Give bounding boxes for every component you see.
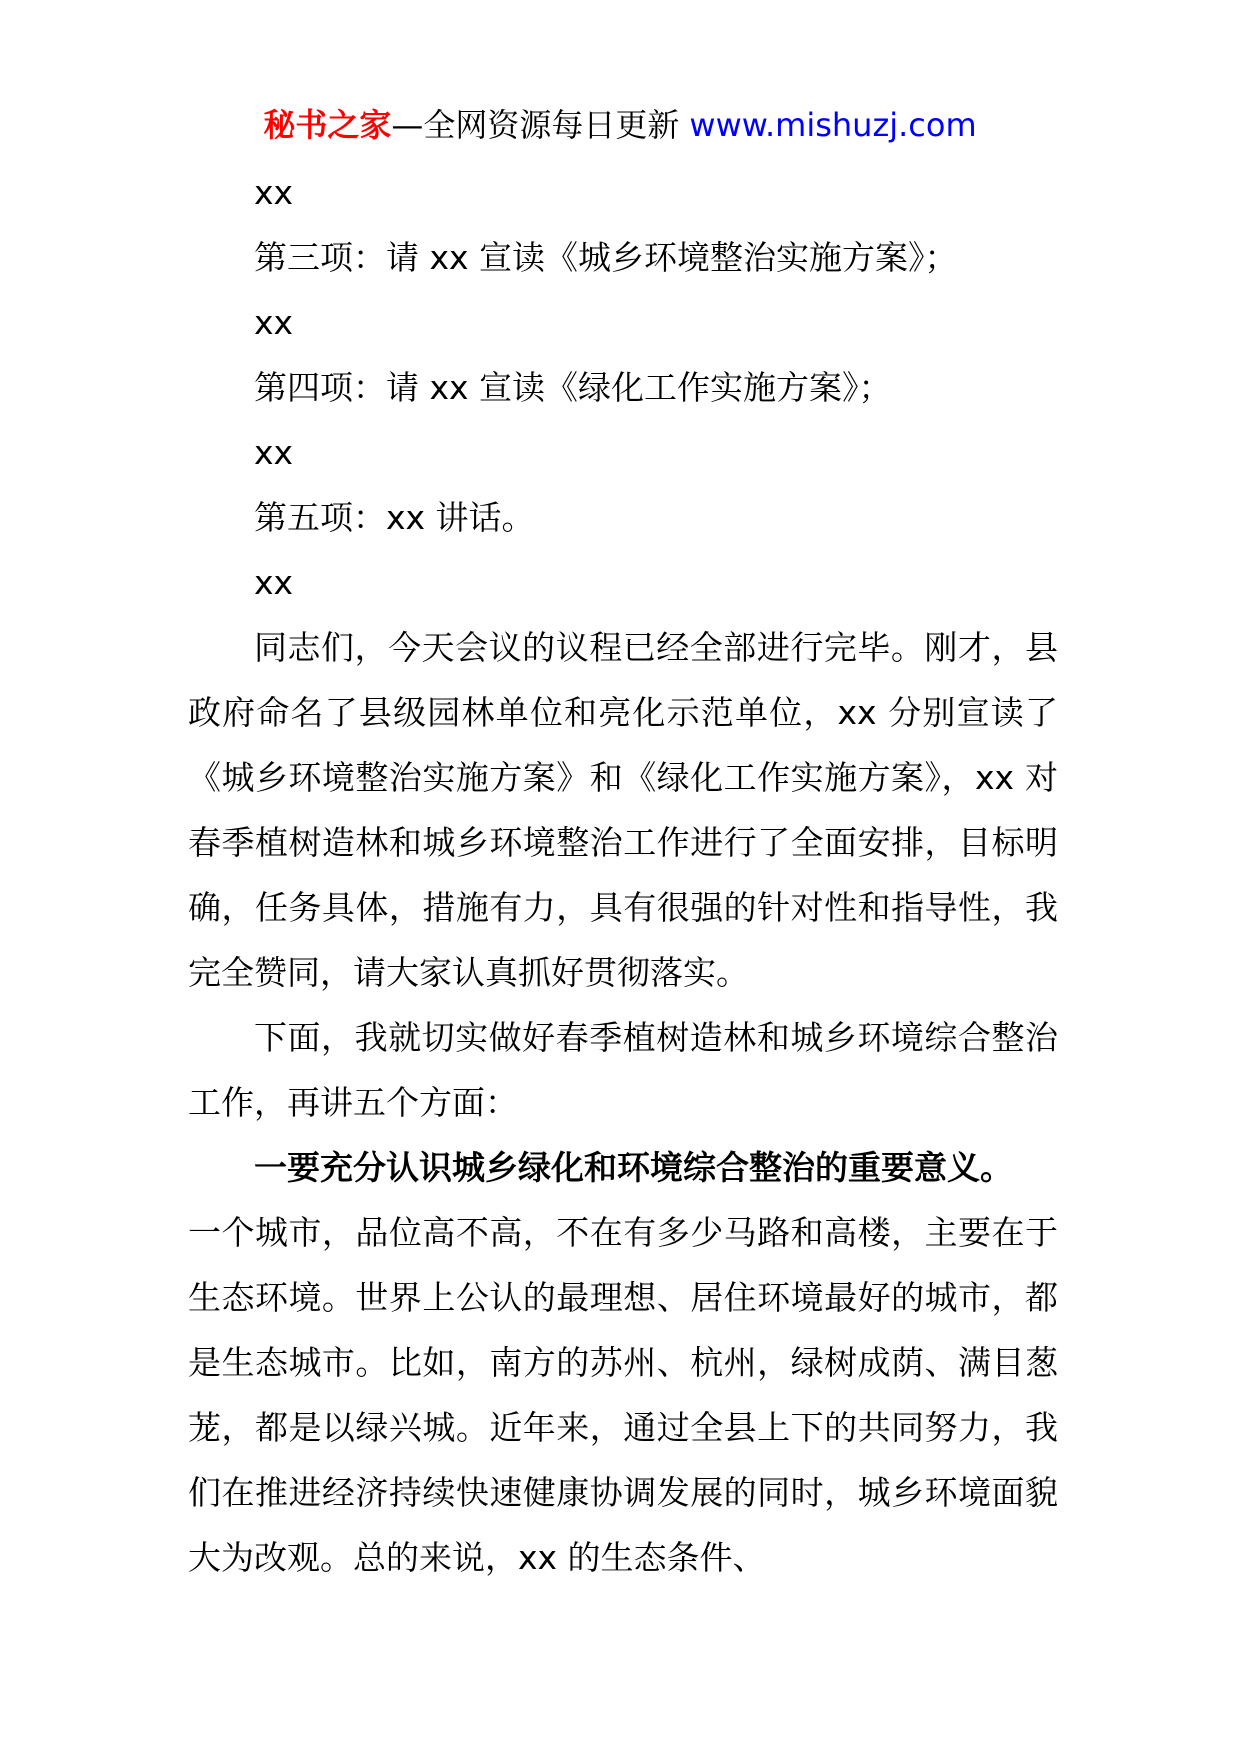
summary-paragraph: 同志们，今天会议的议程已经全部进行完毕。刚才，县政府命名了县级园林单位和亮化示范单位，xx 分别宣读了《城乡环境整治实施方案》和《绿化工作实施方案》，xx 对春季植树造林和城乡环境整治工作进行了全面安排，目标明确，任务具体，措施有力，具有很强的针对性和指导性，我完全赞同，请大家认真抓好贯彻落实。 (188, 628, 1058, 992)
site-url-link[interactable]: www.mishuzj.com (689, 106, 977, 144)
paragraph-placeholder: xx (254, 563, 294, 602)
brand-name: 秘书之家 (263, 106, 392, 144)
paragraph-placeholder: xx (254, 173, 294, 212)
header-slogan: —全网资源每日更新 (391, 106, 680, 144)
agenda-item-three: 第三项：请 xx 宣读《城乡环境整治实施方案》； (254, 238, 958, 277)
transition-paragraph: 下面，我就切实做好春季植树造林和城乡环境综合整治工作，再讲五个方面： (188, 1018, 1058, 1122)
section-heading-one: 一要充分认识城乡绿化和环境综合整治的重要意义。 (254, 1148, 1013, 1187)
agenda-item-four: 第四项：请 xx 宣读《绿化工作实施方案》； (254, 368, 892, 407)
page-header (0, 100, 1240, 150)
paragraph-placeholder: xx (254, 303, 294, 342)
agenda-item-five: 第五项：xx 讲话。 (254, 498, 535, 537)
document-body (188, 160, 1058, 1590)
paragraph-placeholder: xx (254, 433, 294, 472)
section-one-paragraph: 一个城市，品位高不高，不在有多少马路和高楼，主要在于生态环境。世界上公认的最理想、居住环境最好的城市，都是生态城市。比如，南方的苏州、杭州，绿树成荫、满目葱茏，都是以绿兴城。近年来，通过全县上下的共同努力，我们在推进经济持续快速健康协调发展的同时，城乡环境面貌大为改观。总的来说，xx 的生态条件、 (188, 1213, 1058, 1577)
